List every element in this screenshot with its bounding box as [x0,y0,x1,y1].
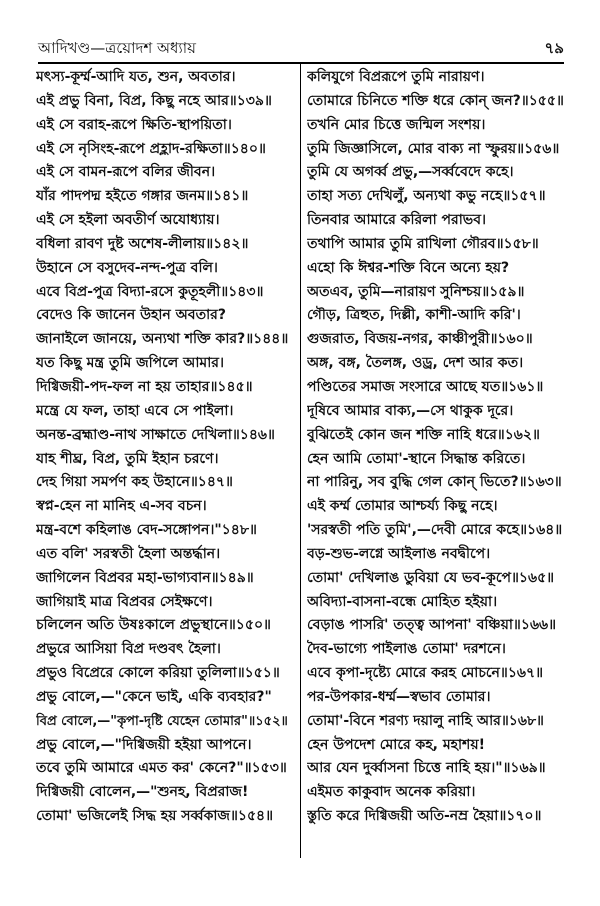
right-verse-line: তোমারে চিনিতে শক্তি ধরে কোন্ জন?॥১৫৫॥ [307,92,564,109]
right-verse-line: পণ্ডিতের সমাজ সংসারে আছে যত॥১৬১॥ [307,378,544,395]
right-verse-line: তোমা' দেখিলাঙ ডুবিয়া যে ভব-কূপে॥১৬৫॥ [307,569,555,586]
left-verse-line: মৎস্য-কূর্ম্ম-আদি যত, শুন, অবতার। [36,69,236,85]
right-verse-line: বড়-শুভ-লগ্নে আইলাঙ নবদ্বীপে। [307,545,491,562]
right-verse-line: অঙ্গ, বঙ্গ, তৈলঙ্গ, ওড্র, দেশ আর কত। [307,355,524,372]
right-verse-line: তখনি মোর চিত্তে জন্মিল সংশয়। [307,116,486,133]
left-verse-line: উহানে সে বসুদেব-নন্দ-পুত্র বলি। [36,259,218,276]
left-verse-line: এই সে নৃসিংহ-রূপে প্রহ্লাদ-রক্ষিতা॥১৪০॥ [36,140,266,157]
right-verse-line: বেড়াঙ পাসরি' তত্ত্ব আপনা' বঞ্চিয়া॥১৬৬॥ [307,617,557,634]
left-verse-line: জাগিলেন বিপ্রবর মহা-ভাগ্যবান॥১৪৯॥ [36,569,254,586]
right-verse-line: এইমত কাকুবাদ অনেক করিয়া। [307,784,476,801]
left-verse-line: প্রভুরে আসিয়া বিপ্র দণ্ডবৎ হৈলা। [36,641,221,658]
right-verse-line: দূষিবে আমার বাক্য,—সে থাকুক দূরে। [307,402,514,419]
left-verse-line: প্রভু বোলে,—"দিগ্বিজয়ী হইয়া আপনে। [36,736,252,753]
left-verse-line: দিগ্বিজয়ী বোলেন,—"শুনহ, বিপ্ররাজ! [36,784,249,801]
right-verse-line: তুমি যে অগর্ব্ব প্রভু,—সর্ব্ববেদে কহে। [307,164,514,181]
left-verse-line: দিগ্বিজয়ী-পদ-ফল না হয় তাহার॥১৪৫॥ [36,378,253,395]
left-verse-line: বেদেও কি জানেন উহান অবতার? [36,307,226,324]
right-verse-line: এহো কি ঈশ্বর-শক্তি বিনে অন্যে হয়? [307,259,510,276]
right-verse-line: অতএব, তুমি—নারায়ণ সুনিশ্চয়॥১৫৯॥ [307,283,525,300]
left-verse-line: যত কিছু মন্ত্র তুমি জপিলে আমার। [36,355,224,372]
left-verse-line: যাঁর পাদপদ্ম হইতে গঙ্গার জনম॥১৪১॥ [36,188,249,205]
right-verse-line: হেন উপদেশ মোরে কহ, মহাশয়! [307,736,485,753]
left-verse-line: স্বপ্ন-হেন না মানিহ এ-সব বচন। [36,498,207,515]
right-verse-line: তথাপি আমার তুমি রাখিলা গৌরব॥১৫৮॥ [307,235,539,252]
right-verse-line: 'সরস্বতী পতি তুমি',—দেবী মোরে কহে॥১৬৪॥ [307,522,563,539]
right-column [307,66,569,829]
left-verse-line: এই প্রভু বিনা, বিপ্র, কিছু নহে আর॥১৩৯॥ [36,92,272,109]
column-divider [300,64,301,858]
right-verse-line: তুমি জিজ্ঞাসিলে, মোর বাক্য না স্ফুরয়॥১৫৬॥ [307,140,560,157]
left-verse-line: দেহ গিয়া সমর্পণ কহ উহানে॥১৪৭॥ [36,474,233,491]
left-verse-line: বিপ্র বোলে,—"কৃপা-দৃষ্টি যেহেন তোমার"॥১৫২॥ [36,713,288,729]
left-verse-line: বধিলা রাবণ দুষ্ট অশেষ-লীলায়॥১৪২॥ [36,235,249,252]
left-verse-line: চলিলেন অতি উষঃকালে প্রভুস্থানে॥১৫০॥ [36,617,271,634]
right-verse-line: এবে কৃপা-দৃষ্ট্যে মোরে করহ মোচনে॥১৬৭॥ [307,665,544,682]
right-verse-line: হেন আমি তোমা'-স্থানে সিদ্ধান্ত করিতে। [307,450,526,467]
right-verse-line: তিনবার আমারে করিলা পরাভব। [307,212,487,229]
left-column [36,66,294,829]
page-number: ৭৯ [544,39,564,57]
right-verse-line: পর-উপকার-ধর্ম্ম—স্বভাব তোমার। [307,688,491,705]
right-verse-line: অবিদ্যা-বাসনা-বন্ধে মোহিত হইয়া। [307,593,498,610]
chapter-title: আদিখণ্ড—ত্রয়োদশ অধ্যায় [38,39,196,57]
left-verse-line: এবে বিপ্র-পুত্র বিদ্যা-রসে কুতূহলী॥১৪৩॥ [36,283,264,300]
left-verse-line: মন্ত্র-বশে কহিলাঙ বেদ-সঙ্গোপন।"১৪৮॥ [36,522,257,539]
right-verse-line: এই কর্ম্ম তোমার আশ্চর্য্য কিছু নহে। [307,498,498,515]
right-verse-line: স্তুতি করে দিগ্বিজয়ী অতি-নম্র হৈয়া॥১৭০॥ [307,808,542,825]
right-verse-line: আর যেন দুর্ব্বাসনা চিত্তে নাহি হয়।"॥১৬৯॥ [307,760,546,777]
right-verse-line: না পারিনু, সব বুদ্ধি গেল কোন্ ভিতে?॥১৬৩॥ [307,474,562,491]
right-verse-line: বুঝিতেই কোন জন শক্তি নাহি ধরে॥১৬২॥ [307,426,540,443]
left-verse-line: এই সে বরাহ-রূপে ক্ষিতি-স্থাপয়িতা। [36,116,232,133]
right-verse-line: দৈব-ভাগ্যে পাইলাঙ তোমা' দরশনে। [307,641,506,658]
left-verse-line: মন্ত্রে যে ফল, তাহা এবে সে পাইলা। [36,402,234,419]
right-verse-line: কলিযুগে বিপ্ররূপে তুমি নারায়ণ। [307,69,485,85]
left-verse-line: এই সে বামন-রূপে বলির জীবন। [36,164,216,181]
left-verse-line: জাগিয়াই মাত্র বিপ্রবর সেইক্ষণে। [36,593,213,610]
left-verse-line: প্রভু বোলে,—"কেনে ভাই, একি ব্যবহার?" [36,688,272,705]
right-verse-line: তোমা'-বিনে শরণ্য দয়ালু নাহি আর॥১৬৮॥ [307,712,544,729]
left-verse-line: তোমা' ভজিলেই সিদ্ধ হয় সর্ব্বকাজ॥১৫৪॥ [36,808,274,825]
right-verse-line: তাহা সত্য দেখিলুঁ, অন্যথা কভু নহে॥১৫৭॥ [307,188,546,205]
left-verse-line: যাহ শীঘ্র, বিপ্র, তুমি ইহান চরণে। [36,450,219,467]
left-verse-line: অনন্ত-ব্রহ্মাণ্ড-নাথ সাক্ষাতে দেখিলা॥১৪৬॥ [36,426,275,443]
right-verse-line: গৌড়, ত্রিহুত, দিল্লী, কাশী-আদি করি'। [307,307,521,324]
left-verse-line: প্রভুও বিপ্রেরে কোলে করিয়া তুলিলা॥১৫১॥ [36,665,280,682]
page-header [38,28,564,64]
right-verse-line: গুজরাত, বিজয়-নগর, কাঞ্চীপুরী॥১৬০॥ [307,331,533,348]
left-verse-line: জানাইলে জানয়ে, অন্যথা শক্তি কার?॥১৪৪॥ [36,331,289,348]
left-verse-line: এই সে হইলা অবতীর্ণ অযোধ্যায়। [36,212,220,229]
left-verse-line: এত বলি' সরস্বতী হৈলা অন্তর্দ্ধান। [36,545,221,562]
left-verse-line: তবে তুমি আমারে এমত কর' কেনে?"॥১৫৩॥ [36,760,287,777]
